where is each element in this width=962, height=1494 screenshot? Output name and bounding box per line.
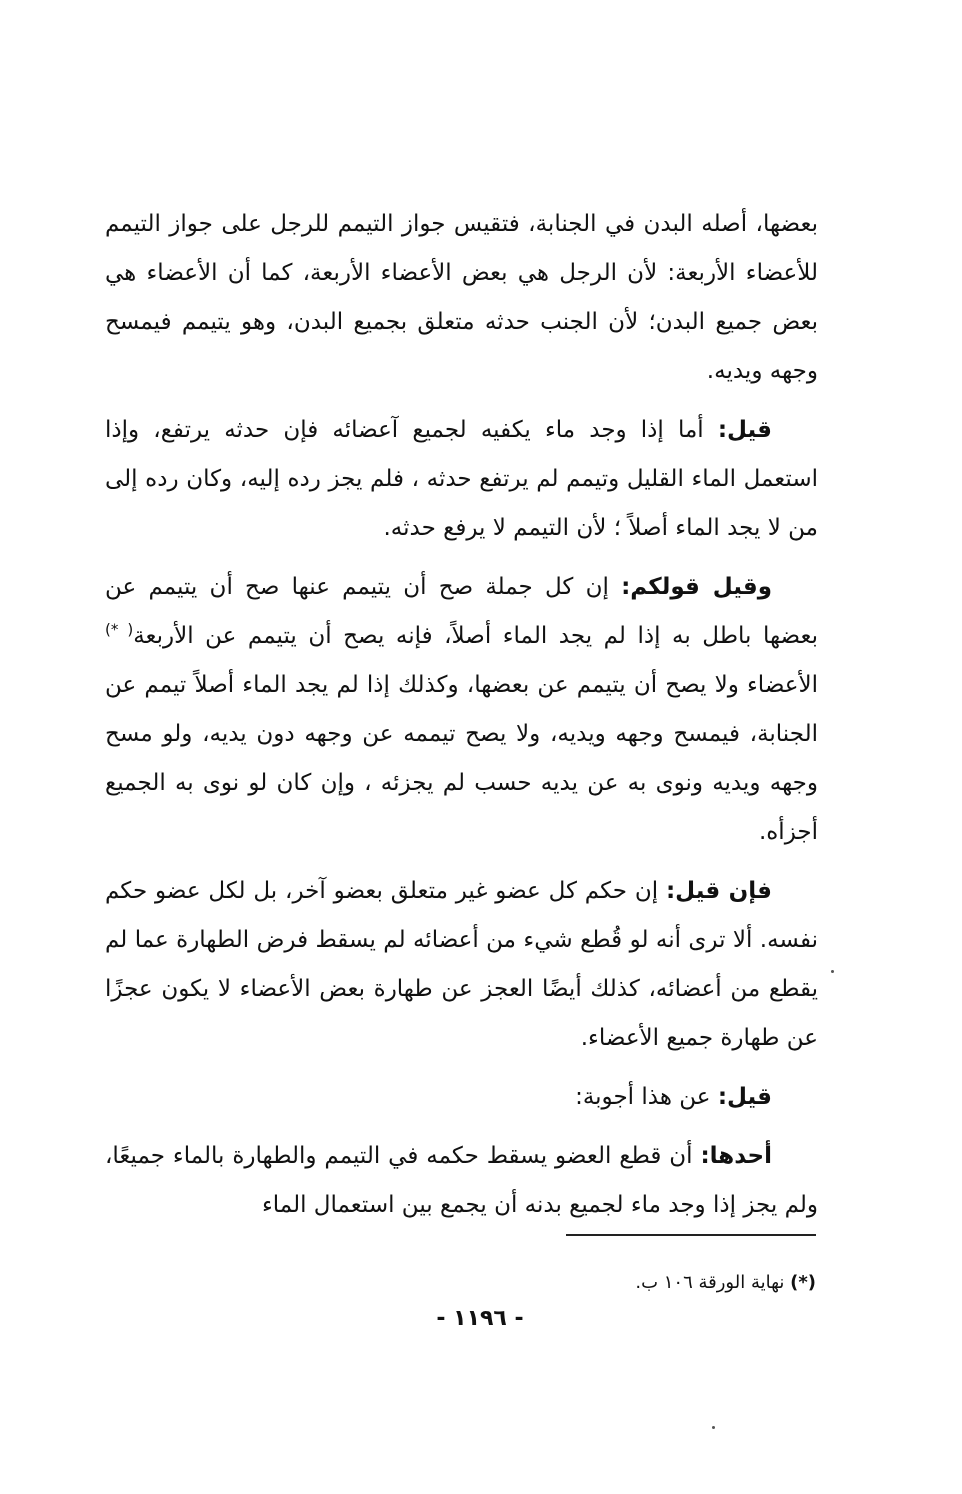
paragraph-3-text-before-ref: إن كل جملة صح أن يتيمم عنها صح أن يتيمم عن بعضها باطل به إذا لم يجد الماء أصلاً، فإنه يصح أن يتيمم عن الأربعة (105, 574, 818, 649)
paragraph-4-lead: فإن قيل: (665, 878, 772, 904)
paragraph-3-text-after-ref: الأعضاء ولا يصح أن يتيمم عن بعضها، وكذلك إذا لم يجد الماء أصلاً تيمم عن الجنابة، فيمسح وجهه ويديه، ولا يصح تيممه عن وجهه دون يديه، ولو مسح وجهه ويديه ونوى به عن يديه حسب لم يجزئه ، وإن كان لو نوى به الجميع أجزأه. (105, 672, 818, 845)
footnote-text: نهاية الورقة ١٠٦ ب. (635, 1272, 791, 1293)
scan-speck (831, 970, 834, 973)
paragraph-5-lead: قيل: (717, 1084, 772, 1110)
paragraph-5-text: عن هذا أجوبة: (575, 1084, 718, 1110)
paragraph-2 (105, 406, 818, 553)
paragraph-1-text: بعضها، أصله البدن في الجنابة، فتقيس جواز التيمم للرجل على جواز التيمم للأعضاء الأربعة: لأن الرجل هي بعض الأعضاء الأربعة، كما أن الأعضاء هي بعض جميع البدن؛ لأن الجنب حدثه متعلق بجميع البدن، وهو يتيمم فيمسح وجهه ويديه. (105, 211, 818, 384)
footnote-marker: (*) (790, 1272, 816, 1293)
footnote-divider (566, 1234, 816, 1236)
scan-speck (712, 1426, 715, 1429)
footnote (560, 1270, 816, 1296)
page-body (105, 200, 818, 1240)
paragraph-6-lead: أحدها: (700, 1143, 772, 1169)
page-number: - ١١٩٦ - (436, 1306, 524, 1331)
paragraph-4 (105, 867, 818, 1063)
paragraph-1 (105, 200, 818, 396)
footnote-reference: ( *) (105, 620, 134, 639)
paragraph-5 (105, 1073, 818, 1122)
paragraph-4-text: إن حكم كل عضو غير متعلق بعضو آخر، بل لكل عضو حكم نفسه. ألا ترى أنه لو قُطع شيء من أعضائه لم يسقط فرض الطهارة عما لم يقطع من أعضائه، كذلك أيضًا العجز عن طهارة بعض الأعضاء لا يكون عجزًا عن طهارة جميع الأعضاء. (105, 878, 818, 1051)
paragraph-2-lead: قيل: (717, 417, 772, 443)
paragraph-3 (105, 563, 818, 857)
paragraph-3-lead: وقيل قولكم: (621, 574, 772, 600)
paragraph-6-text: أن قطع العضو يسقط حكمه في التيمم والطهارة بالماء جميعًا، ولم يجز إذا وجد ماء لجميع بدنه أن يجمع بين استعمال الماء (105, 1143, 818, 1218)
paragraph-2-text: أما إذا وجد ماء يكفيه لجميع آعضائه فإن حدثه يرتفع، وإذا استعمل الماء القليل وتيمم لم يرتفع حدثه ، فلم يجز رده إليه، وكان رده إلى من لا يجد الماء أصلاً ؛ لأن التيمم لا يرفع حدثه. (105, 417, 818, 541)
paragraph-6 (105, 1132, 818, 1230)
